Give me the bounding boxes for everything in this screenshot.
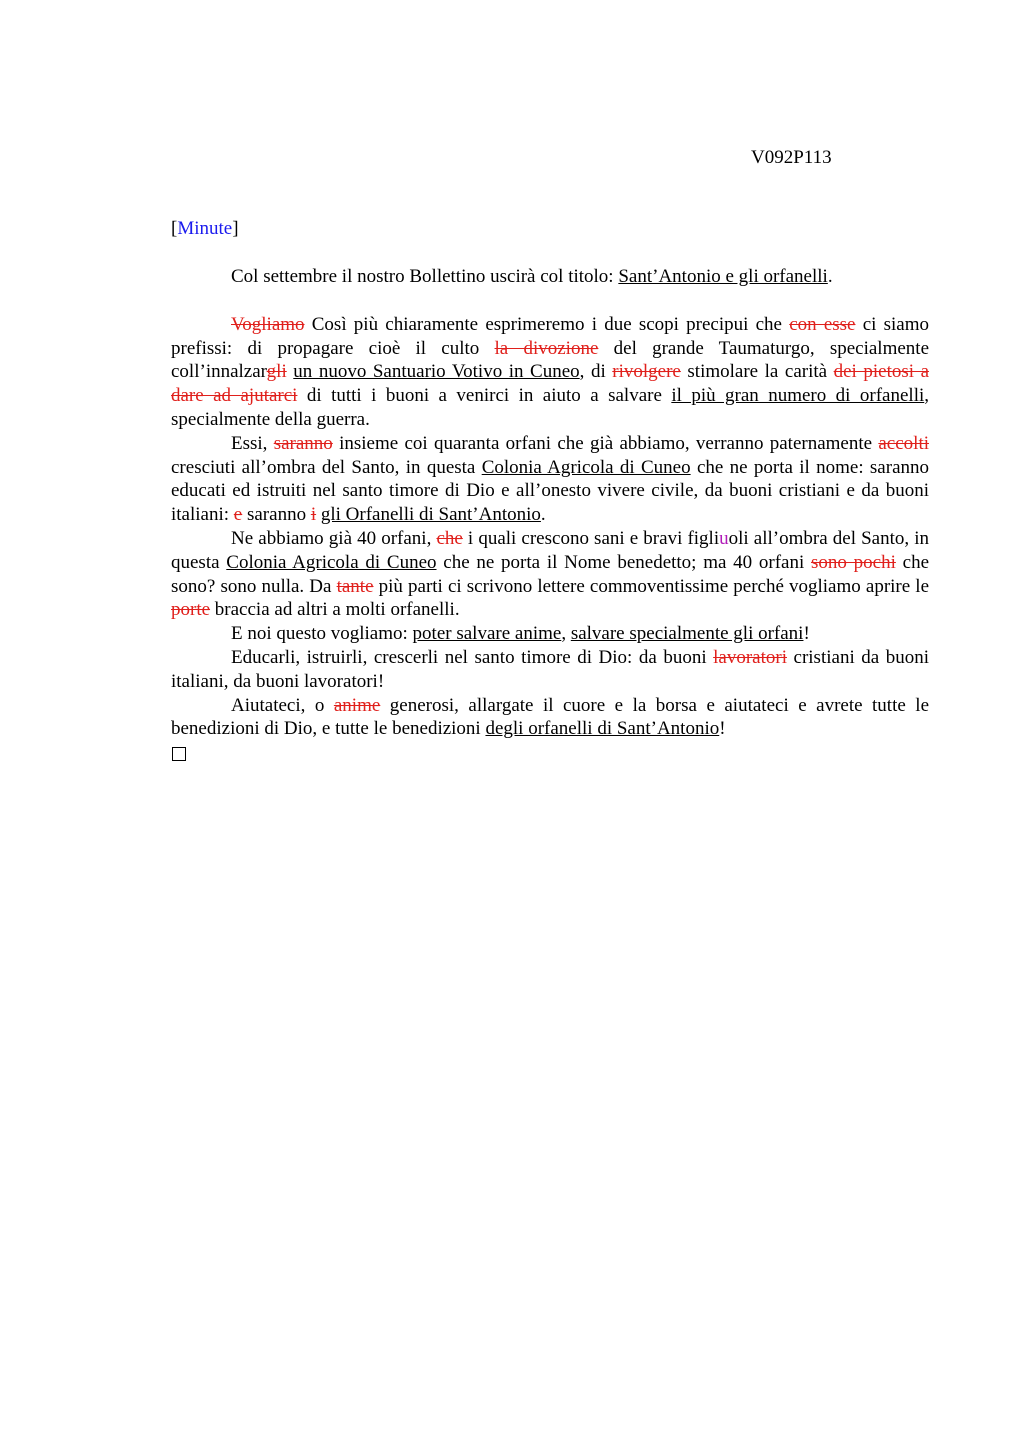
text-run: generosi, allargate il cuore e la borsa e aiutateci e avrete tutte le benedizioni di Dio, e tutte le benedizioni	[171, 694, 929, 740]
deleted-text: e	[233, 504, 243, 526]
deleted-text: Vogliamo	[231, 313, 305, 335]
text-run: cristiani da buoni italiani, da buoni lavoratori!	[171, 646, 929, 692]
kind-bracket-open: [	[171, 218, 178, 239]
deleted-text: gli	[266, 361, 287, 383]
kind-bracket-close: ]	[232, 218, 239, 239]
end-box-icon	[172, 747, 186, 761]
document-body	[171, 265, 929, 768]
paragraph-3	[171, 432, 929, 527]
deleted-text: tante	[336, 575, 374, 597]
text-run: E noi questo vogliamo:	[231, 623, 413, 645]
text-run: del grande Taumaturgo, specialmente coll’innalzar	[171, 337, 930, 383]
text-run: stimolare la carità	[680, 361, 834, 383]
text-run: Col settembre il nostro Bollettino uscirà col titolo:	[231, 266, 619, 287]
text-run: insieme coi quaranta orfani che già abbiamo, verranno paternamente	[332, 432, 879, 454]
deleted-text: con esse	[789, 313, 856, 335]
deleted-text: saranno	[273, 432, 333, 454]
text-run: di tutti i buoni a venirci in aiuto a salvare	[297, 385, 672, 407]
text-run: che ne porta il Nome benedetto; ma 40 orfani	[436, 551, 812, 573]
text-run: .	[827, 266, 833, 287]
kind-label: Minute	[177, 218, 233, 239]
document-kind	[171, 217, 239, 241]
text-run: ci siamo prefissi: di propagare cioè il culto	[171, 313, 929, 359]
underlined-text: gli Orfanelli di Sant’Antonio	[320, 504, 541, 526]
text-run: oli all’ombra del Santo, in questa	[171, 527, 929, 573]
text-run: che ne porta il nome: saranno educati ed istruiti nel santo timore di Dio e all’onesto vivere civile, da buoni cristiani e da buoni italiani:	[171, 456, 929, 526]
paragraph-2	[171, 313, 929, 432]
text-run: più parti ci scrivono lettere commoventissime perché vogliamo aprire le	[373, 575, 930, 597]
deleted-text: porte	[171, 599, 211, 621]
text-run: i quali crescono sani e bravi figli	[462, 527, 720, 549]
text-run: Aiutateci, o	[231, 694, 334, 716]
deleted-text: sono pochi	[811, 551, 896, 573]
underlined-text: Colonia Agricola di Cuneo	[226, 551, 437, 573]
text-run: , specialmente della guerra.	[171, 385, 929, 430]
underlined-text: il più gran numero di orfanelli	[671, 385, 925, 407]
document-reference-code: V092P113	[751, 147, 832, 168]
deleted-text: anime	[333, 694, 381, 716]
underlined-text: Colonia Agricola di Cuneo	[481, 456, 691, 478]
paragraph-5	[171, 622, 929, 646]
text-run: Educarli, istruirli, crescerli nel santo timore di Dio: da buoni	[231, 646, 714, 668]
deleted-text: rivolgere	[612, 361, 681, 383]
inserted-text: u	[719, 527, 729, 549]
text-run: , di	[579, 361, 613, 383]
text-run: !	[803, 623, 810, 645]
underlined-text: degli orfanelli di Sant’Antonio	[485, 718, 720, 740]
text-run: Essi,	[231, 432, 274, 454]
deleted-text: i	[310, 504, 317, 526]
deleted-text: lavoratori	[713, 646, 787, 668]
text-run: che sono? sono nulla. Da	[171, 551, 930, 597]
paragraph-1	[171, 265, 929, 289]
deleted-text: dei pietosi a dare ad ajutarci	[171, 361, 930, 407]
deleted-text: che	[436, 527, 463, 549]
text-run: Così più chiaramente esprimeremo i due scopi precipui che	[304, 313, 790, 335]
text-run: braccia ad altri a molti orfanelli.	[210, 599, 460, 621]
underlined-text: poter salvare anime	[412, 623, 562, 645]
paragraph-4	[171, 527, 929, 622]
underlined-text: salvare specialmente gli orfani	[570, 623, 804, 645]
text-run: saranno	[242, 504, 311, 526]
text-run: ,	[561, 623, 571, 645]
underlined-text: un nuovo Santuario Votivo in Cuneo	[293, 361, 580, 383]
underlined-text: Sant’Antonio e gli orfanelli	[618, 266, 828, 287]
text-run: cresciuti all’ombra del Santo, in questa	[171, 456, 482, 478]
text-run: !	[719, 718, 726, 740]
paragraph-7	[171, 694, 929, 742]
deleted-text: accolti	[878, 432, 929, 454]
paragraph-6	[171, 646, 929, 694]
text-run: .	[540, 504, 546, 526]
end-of-document-marker	[171, 741, 929, 768]
text-run: Ne abbiamo già 40 orfani,	[231, 527, 437, 549]
deleted-text: la divozione	[494, 337, 599, 359]
